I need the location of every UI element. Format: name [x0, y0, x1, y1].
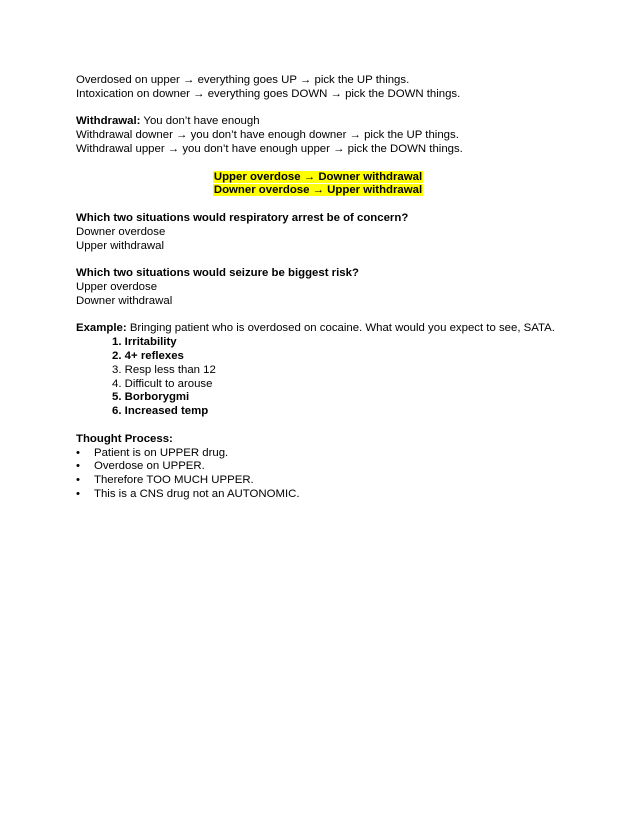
option-item: 2. 4+ reflexes [112, 349, 184, 362]
answer-item: Downer overdose [76, 225, 166, 238]
option-item: 6. Increased temp [112, 405, 209, 418]
thought-process-heading: Thought Process: [76, 432, 173, 445]
bullet-item: • This is a CNS drug not an AUTONOMIC. [76, 487, 300, 500]
answer-item: Downer withdrawal [76, 294, 173, 307]
withdrawal-definition [76, 115, 596, 129]
bullet-icon: • [76, 460, 80, 473]
question-seizure-risk: Which two situations would seizure be biggest risk? [76, 267, 359, 280]
example-question [76, 322, 596, 336]
question-respiratory-arrest: Which two situations would respiratory arrest be of concern? [76, 211, 409, 224]
document-page [76, 74, 596, 502]
option-item: 1. Irritability [112, 336, 177, 349]
example-text: Bringing patient who is overdosed on cocaine. What would you expect to see, SATA. [126, 322, 555, 335]
answer-item: Upper overdose [76, 280, 158, 293]
option-item: 5. Borborygmi [112, 391, 190, 404]
bullet-item: • Therefore TOO MUCH UPPER. [76, 474, 254, 487]
answer-item: Upper withdrawal [76, 239, 164, 252]
bullet-icon: • [76, 446, 80, 459]
bullet-item: • Overdose on UPPER. [76, 460, 205, 473]
withdrawal-downer-rule: Withdrawal downer → you don’t have enough downer → pick the UP things. [76, 129, 459, 142]
bullet-item: • Patient is on UPPER drug. [76, 446, 229, 459]
bullet-icon: • [76, 487, 80, 500]
upper-overdose-rule: Overdosed on upper → everything goes UP → pick the UP things. [76, 74, 410, 86]
example-label: Example: [76, 322, 127, 335]
highlight-line-2 [76, 184, 596, 198]
bullet-icon: • [76, 474, 80, 487]
option-item: 3. Resp less than 12 [112, 363, 216, 376]
highlight-line-1 [76, 171, 596, 185]
withdrawal-label: Withdrawal: [76, 115, 141, 128]
highlight-text-2: Downer overdose → Upper withdrawal [213, 184, 423, 197]
downer-intoxication-rule: Intoxication on downer → everything goes DOWN → pick the DOWN things. [76, 87, 461, 100]
withdrawal-upper-rule: Withdrawal upper → you don’t have enough upper → pick the DOWN things. [76, 142, 463, 155]
withdrawal-intro: You don’t have enough [140, 115, 260, 128]
highlight-text-1: Upper overdose → Downer withdrawal [213, 170, 423, 183]
option-item: 4. Difficult to arouse [112, 377, 213, 390]
